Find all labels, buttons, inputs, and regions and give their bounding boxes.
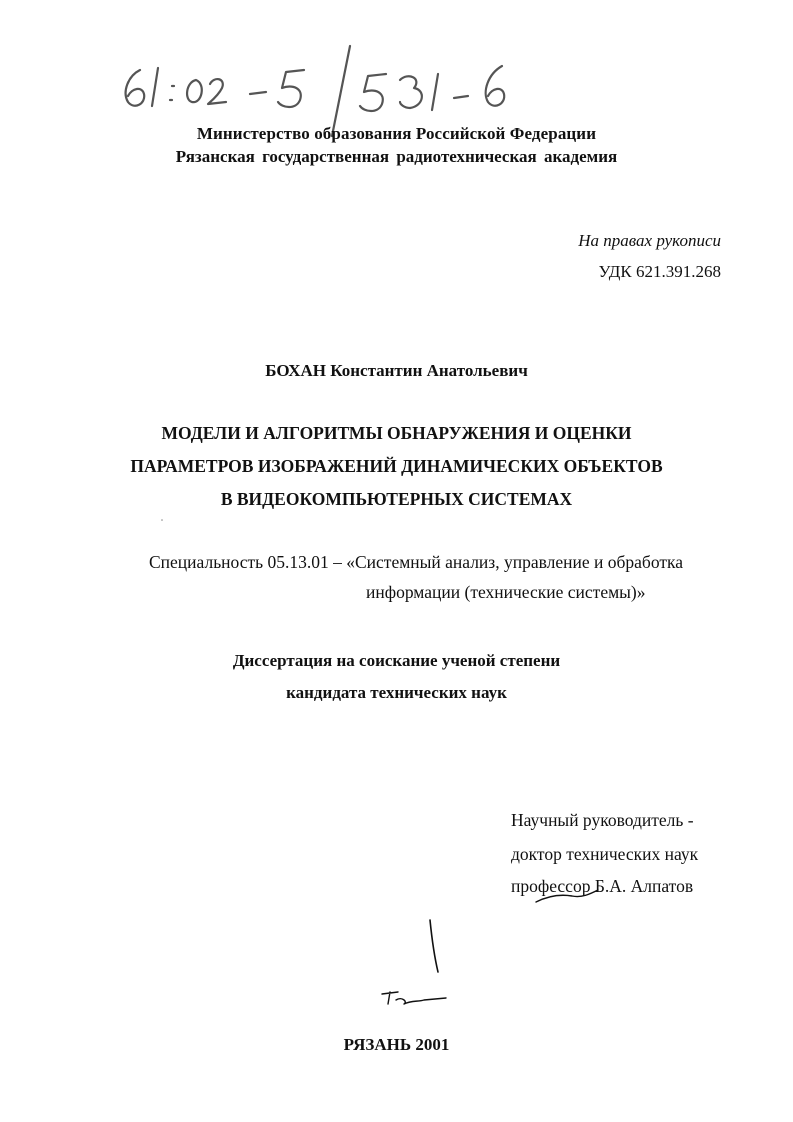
hw-digit-1	[152, 68, 158, 106]
specialty-line-1: Специальность 05.13.01 – «Системный анализ, управление и обработка	[149, 552, 683, 572]
dissertation-line-2: кандидата технических наук	[286, 683, 507, 702]
city-year: РЯЗАНЬ 2001	[343, 1035, 450, 1054]
speck-mark	[161, 519, 163, 521]
hw-dash-2	[454, 96, 468, 98]
academy-name: Рязанская государственная радиотехническая академия	[175, 147, 618, 166]
hw-digit-6b	[486, 66, 505, 106]
supervisor-line-2: доктор технических наук	[511, 844, 699, 864]
specialty-line-2: информации (технические системы)»	[366, 582, 646, 602]
hw-slash	[332, 46, 350, 136]
hw-digit-6	[126, 70, 145, 106]
hw-digit-1b	[432, 74, 438, 110]
supervisor-line-1: Научный руководитель -	[511, 810, 694, 830]
hw-digit-3	[400, 76, 422, 108]
udk-code: УДК 621.391.268	[598, 262, 721, 281]
manuscript-rights: На правах рукописи	[578, 231, 721, 250]
vertical-pen-stroke	[430, 920, 438, 972]
dissertation-line-1: Диссертация на соискание ученой степени	[232, 651, 561, 670]
title-line-3: В ВИДЕОКОМПЬЮТЕРНЫХ СИСТЕМАХ	[220, 489, 573, 509]
hw-digit-5b	[360, 74, 386, 111]
supervisor-line-3: профессор Б.А. Алпатов	[511, 876, 694, 896]
title-line-1: МОДЕЛИ И АЛГОРИТМЫ ОБНАРУЖЕНИЯ И ОЦЕНКИ	[161, 423, 632, 443]
hw-digit-5	[278, 70, 304, 107]
hw-colon	[170, 86, 174, 100]
hw-dash-1	[250, 92, 266, 94]
author-name: БОХАН Константин Анатольевич	[265, 361, 528, 380]
author-signature-mark	[382, 992, 446, 1004]
hw-digit-0	[187, 80, 202, 102]
title-line-2: ПАРАМЕТРОВ ИЗОБРАЖЕНИЙ ДИНАМИЧЕСКИХ ОБЪЕКТОВ	[130, 456, 663, 476]
ministry-name: Министерство образования Российской Федерации	[196, 124, 597, 143]
hw-digit-2	[208, 79, 226, 104]
